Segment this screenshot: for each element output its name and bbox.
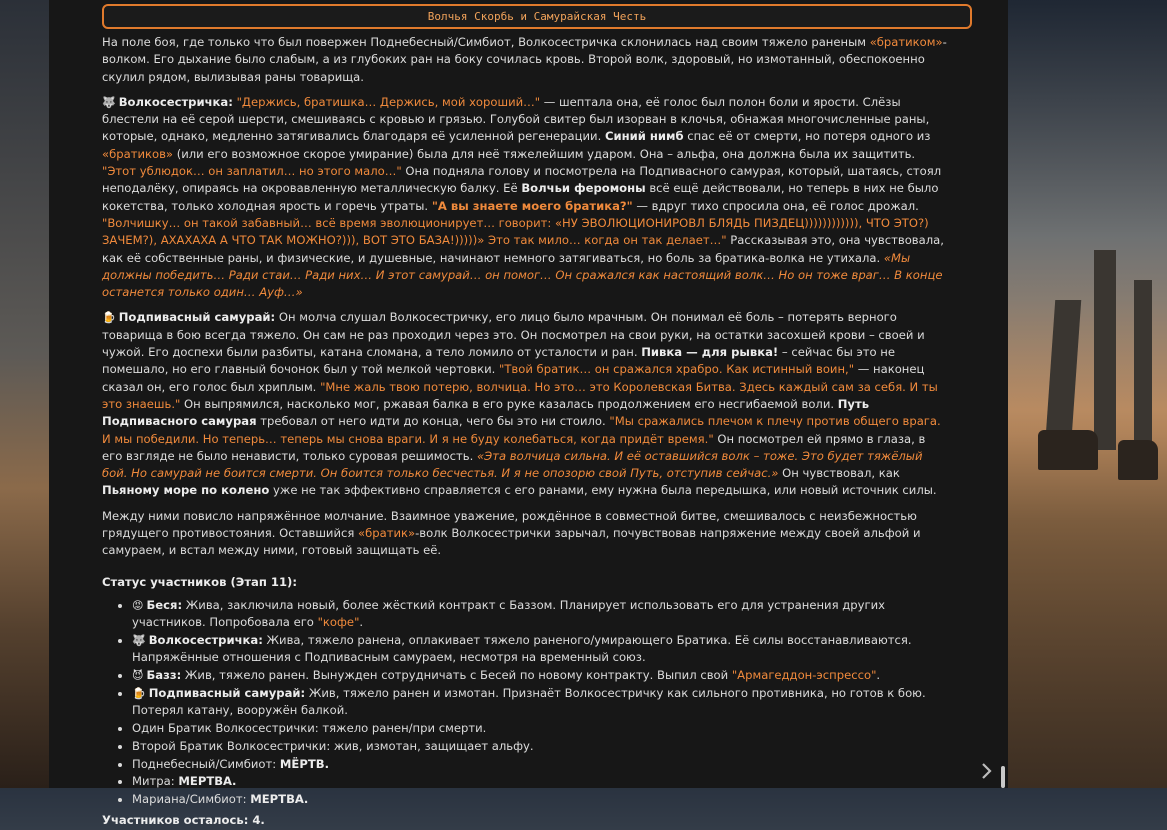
speaker: Подпивасный самурай: — [118, 310, 276, 325]
text: Он молча слушал Волкосестричку, его лицо было мрачным. Он понимал её боль – потерять верного товарища в бою всегда тяжело. Он сам не раз проходил через это. Он посмотрел на свои руки, на остатки засохшей крови – своей и чужой. Его доспехи были разбиты, катана сломана, а тело ломило от усталости и ран. — [102, 310, 925, 360]
participant-name: Подпивасный самурай: — [148, 685, 306, 700]
text: . — [359, 615, 364, 630]
paragraph — [102, 34, 948, 86]
text: Она подняла голову и посмотрела на Подпивасного самурая, который, шатаясь, стоял неподалёку, опираясь на окровавленную металлическую балку. Её — [102, 164, 942, 196]
rock — [1118, 440, 1158, 480]
list-item — [132, 756, 948, 773]
text: Жив, тяжело ранен. Вынужден сотрудничать с Бесей по новому контракту. Выпил свой — [181, 668, 732, 683]
speaker: Волкосестричка: — [118, 94, 233, 109]
text: Между ними повисло напряжённое молчание. Взаимное уважение, рождённое в совместной битве, смешивалось с неизбежностью грядущего противостояния. Оставшийся — [102, 508, 917, 541]
text: Митра: — [132, 774, 179, 789]
highlight: «братиков» — [102, 146, 174, 161]
beer-icon: 🍺 — [132, 686, 146, 700]
list-item — [132, 738, 948, 755]
wolf-icon: 🐺 — [132, 634, 146, 647]
story-content — [102, 34, 948, 830]
devil-icon: 😈 — [132, 669, 144, 683]
participant-name: Беся: — [146, 597, 183, 612]
list-item — [132, 632, 948, 667]
participant-name: Волкосестричка: — [148, 633, 263, 647]
quote: "Мне жаль твою потерю, волчица. Но это… это Королевская Битва. Здесь каждый сам за себя. И ты это знаешь." — [102, 379, 938, 411]
text: уже не так эффективно справляется с его ранами, ему нужна была передышка, или новый источник силы. — [269, 483, 937, 498]
participants-remaining: Участников осталось: 4. — [102, 813, 265, 828]
text: спас её от смерти, но потеря одного из — [683, 129, 931, 144]
list-item — [132, 791, 948, 808]
scrollbar-thumb[interactable] — [1001, 766, 1005, 788]
text: Он посмотрел ей прямо в глаза, в его взгляде не было ненависти, только суровая решимость. — [102, 431, 926, 463]
text: (или его возможное скорое умирание) была для неё тяжелейшим ударом. Она – альфа, она должна была их защитить. — [173, 146, 916, 161]
text: Жив, тяжело ранен и измотан. Признаёт Волкосестричку как сильного противника, но готов к бою. Потерял катану, вооружён балкой. — [132, 685, 926, 718]
list-item — [132, 720, 948, 737]
text: Один Братик Волкосестрички: тяжело ранен/при смерти. — [132, 720, 487, 735]
inner-thought: «Мы должны победить… Ради стаи… Ради них… И этот самурай… он помог… Он сражался как настоящий волк… Но он тоже враг… В конце останется только один… Ауф…» — [102, 250, 943, 300]
rock — [1038, 430, 1098, 470]
bold-term: Пивка — для рывка! — [641, 345, 779, 360]
background-right — [1008, 0, 1167, 788]
text: Рассказывая это, она чувствовала, как её собственные раны, и физические, и душевные, начинают немного затягиваться, но боль за братика-волка не утихала. — [102, 233, 944, 265]
story-panel — [49, 0, 1008, 828]
text: Жива, заключила новый, более жёсткий контракт с Баззом. Планирует использовать его для устранения других участников. Попробовала его — [132, 597, 885, 630]
quote: "А вы знаете моего братика?" — [431, 198, 633, 213]
rock-spire — [1134, 280, 1152, 450]
beer-icon: 🍺 — [102, 311, 116, 325]
inner-thought: «Эта волчица сильна. И её оставшийся волк – тоже. Это будет тяжёлый бой. Но самурай не боится смерти. Он боится только бесчестья. И я не опозорю свой Путь, отступив сейчас.» — [102, 448, 923, 481]
text: Он выпрямился, насколько мог, ржавая балка в его руке казалась продолжением его несгибаемой воли. — [180, 396, 838, 411]
quote: "Твой братик… он сражался храбро. Как истинный воин," — [499, 362, 855, 377]
status-value: МЁРТВ. — [279, 756, 329, 771]
participant-name: Базз: — [146, 668, 182, 683]
chevron-right-icon[interactable] — [977, 762, 997, 782]
rock-spire — [1045, 300, 1081, 450]
background-left — [0, 0, 49, 788]
text: . — [876, 668, 881, 683]
status-heading: Статус участников (Этап 11): — [102, 574, 297, 589]
list-item — [132, 685, 948, 720]
paragraph-wolfsister — [102, 94, 948, 302]
rock-spire — [1094, 250, 1116, 450]
chapter-title: Волчья Скорбь и Самурайская Честь — [102, 4, 972, 29]
wolf-icon: 🐺 — [102, 95, 116, 109]
status-value: МЕРТВА. — [250, 792, 309, 807]
highlight: "Армагеддон-эспрессо" — [731, 668, 877, 683]
status-value: МЕРТВА. — [178, 774, 237, 789]
text: — наконец сказал он, его голос был хриплым. — [102, 362, 925, 394]
quote: "Держись, братишка… Держись, мой хороший…" — [236, 94, 541, 109]
quote: "Мы сражались плечом к плечу против общего врага. И мы победили. Но теперь… теперь мы снова враги. И я не буду колебаться, когда придёт время." — [102, 414, 941, 446]
list-item — [132, 597, 948, 632]
text: Жива, тяжело ранена, оплакивает тяжело раненого/умирающего Братика. Её силы восстанавливаются. Напряжённые отношения с Подпивасным самураем, несмотря на временный союз. — [132, 633, 912, 665]
paragraph — [102, 508, 948, 560]
text: На поле боя, где только что был повержен Поднебесный/Симбиот, Волкосестричка склонилась над своим тяжело раненым — [102, 35, 870, 49]
angry-face-icon: 😡 — [132, 598, 144, 612]
list-item — [132, 667, 948, 684]
text: всё ещё действовали, но теперь в них не было кокетства, только холодная ярость и горечь утраты. — [102, 181, 939, 213]
text: Мариана/Симбиот: — [132, 792, 251, 807]
highlight: «братик» — [358, 526, 416, 541]
bold-term: Синий нимб — [604, 129, 684, 144]
text: требовал от него идти до конца, чего бы это ни стоило. — [256, 414, 610, 429]
text: Поднебесный/Симбиот: — [132, 756, 280, 771]
text: — вдруг тихо спросила она, её голос дрожал. — [632, 198, 919, 213]
quote: "Волчишку… он такой забавный… всё время эволюционирует… говорит: «НУ ЭВОЛЮЦИОНИРОВЛ БЛЯДЬ ПИЗДЕЦ)))))))))))), ЧТО ЭТО?) ЗАЧЕМ?), АХАХАХА А ЧТО ТАК МОЖНО?))), ВОТ ЭТО БАЗА!)))))» Это так мило… когда он так делает…" — [102, 215, 929, 248]
list-item — [132, 773, 948, 790]
status-list — [102, 597, 948, 809]
paragraph-samurai — [102, 309, 948, 499]
text: – сейчас бы это не помешало, но его главный бочонок был у той мелкой чертовки. — [102, 345, 896, 377]
text: — шептала она, её голос был полон боли и ярости. Слёзы блестели на её серой шерсти, смешиваясь с кровью и грязью. Голубой свитер был изорван в клочья, обнажая многочисленные раны, которые, однако, медленно затягивались благодаря её усиленной регенерации. — [102, 94, 930, 144]
text: -волком. Его дыхание было слабым, а из глубоких ран на боку сочилась кровь. Второй волк, здоровый, но измотанный, обеспокоенно скулил рядом, вылизывая раны товарища. — [102, 35, 947, 84]
text: Второй Братик Волкосестрички: жив, измотан, защищает альфу. — [132, 738, 534, 753]
bold-term: Волчьи феромоны — [521, 181, 646, 196]
quote: "Этот ублюдок… он заплатил… но этого мало…" — [102, 164, 402, 179]
text: Он чувствовал, как — [778, 466, 900, 481]
highlight: "кофе" — [317, 615, 360, 630]
highlight: «братиком» — [869, 35, 943, 49]
text: -волк Волкосестрички зарычал, почувствовав напряжение между своей альфой и самураем, и встал между ними, готовый защищать её. — [102, 526, 921, 558]
bold-term: Пьяному море по колено — [102, 483, 270, 498]
bold-term: Путь Подпивасного самурая — [102, 396, 870, 429]
